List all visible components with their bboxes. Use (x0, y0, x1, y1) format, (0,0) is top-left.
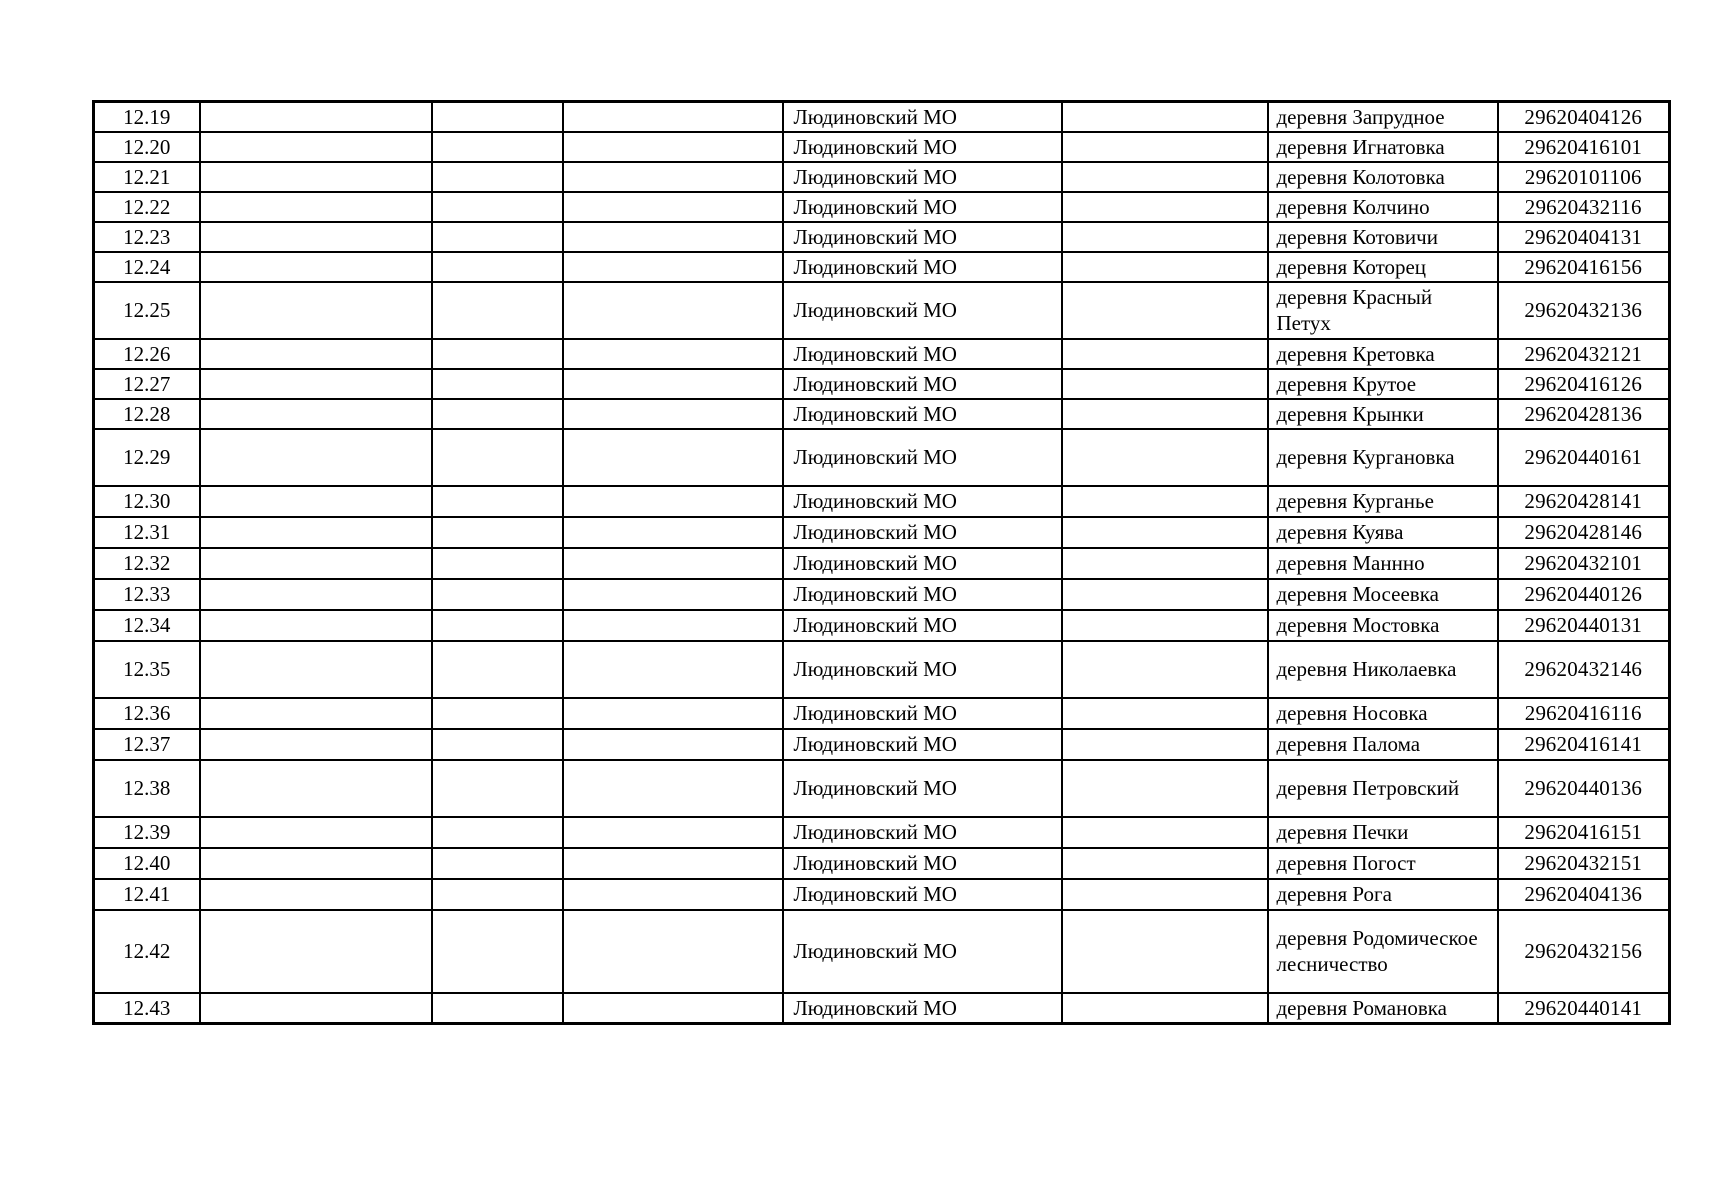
empty-cell (200, 252, 432, 282)
settlement-cell: деревня Запрудное (1268, 102, 1498, 132)
oktmo-code-cell: 29620432151 (1498, 848, 1670, 879)
settlement-cell: деревня Колотовка (1268, 162, 1498, 192)
empty-cell (1062, 102, 1268, 132)
municipality-cell: Людиновский МО (783, 910, 1062, 993)
municipality-cell: Людиновский МО (783, 848, 1062, 879)
table-row (94, 698, 1670, 729)
municipality-cell: Людиновский МО (783, 132, 1062, 162)
empty-cell (432, 698, 563, 729)
settlements-table (92, 100, 1671, 1025)
settlement-cell: деревня Мостовка (1268, 610, 1498, 641)
table-row (94, 486, 1670, 517)
table-row (94, 579, 1670, 610)
empty-cell (1062, 910, 1268, 993)
settlement-cell: деревня Петровский (1268, 760, 1498, 817)
settlement-cell: деревня Родомическое лесничество (1268, 910, 1498, 993)
empty-cell (563, 817, 783, 848)
empty-cell (1062, 222, 1268, 252)
row-number-cell: 12.33 (94, 579, 200, 610)
empty-cell (563, 517, 783, 548)
table-row (94, 132, 1670, 162)
empty-cell (200, 517, 432, 548)
table-row (94, 102, 1670, 132)
row-number-cell: 12.43 (94, 993, 200, 1024)
oktmo-code-cell: 29620428141 (1498, 486, 1670, 517)
empty-cell (563, 610, 783, 641)
empty-cell (1062, 548, 1268, 579)
oktmo-code-cell: 29620416101 (1498, 132, 1670, 162)
municipality-cell: Людиновский МО (783, 548, 1062, 579)
table-row (94, 429, 1670, 486)
oktmo-code-cell: 29620404136 (1498, 879, 1670, 910)
settlement-cell: деревня Которец (1268, 252, 1498, 282)
settlement-cell: деревня Кургановка (1268, 429, 1498, 486)
empty-cell (563, 282, 783, 339)
empty-cell (1062, 339, 1268, 369)
oktmo-code-cell: 29620432121 (1498, 339, 1670, 369)
settlement-cell: деревня Погост (1268, 848, 1498, 879)
empty-cell (1062, 282, 1268, 339)
table-row (94, 282, 1670, 339)
row-number-cell: 12.29 (94, 429, 200, 486)
empty-cell (1062, 429, 1268, 486)
settlement-cell: деревня Романовка (1268, 993, 1498, 1024)
municipality-cell: Людиновский МО (783, 192, 1062, 222)
empty-cell (432, 517, 563, 548)
row-number-cell: 12.28 (94, 399, 200, 429)
row-number-cell: 12.42 (94, 910, 200, 993)
empty-cell (432, 548, 563, 579)
row-number-cell: 12.22 (94, 192, 200, 222)
settlement-cell: деревня Палома (1268, 729, 1498, 760)
settlement-cell: деревня Печки (1268, 817, 1498, 848)
municipality-cell: Людиновский МО (783, 399, 1062, 429)
empty-cell (200, 486, 432, 517)
empty-cell (200, 339, 432, 369)
municipality-cell: Людиновский МО (783, 222, 1062, 252)
table-row (94, 252, 1670, 282)
empty-cell (1062, 760, 1268, 817)
municipality-cell: Людиновский МО (783, 282, 1062, 339)
empty-cell (1062, 993, 1268, 1024)
empty-cell (432, 339, 563, 369)
oktmo-code-cell: 29620416116 (1498, 698, 1670, 729)
row-number-cell: 12.35 (94, 641, 200, 698)
row-number-cell: 12.25 (94, 282, 200, 339)
row-number-cell: 12.27 (94, 369, 200, 399)
empty-cell (563, 252, 783, 282)
empty-cell (432, 192, 563, 222)
table-row (94, 641, 1670, 698)
empty-cell (563, 698, 783, 729)
empty-cell (432, 817, 563, 848)
oktmo-code-cell: 29620416126 (1498, 369, 1670, 399)
empty-cell (432, 102, 563, 132)
empty-cell (1062, 517, 1268, 548)
oktmo-code-cell: 29620428136 (1498, 399, 1670, 429)
row-number-cell: 12.30 (94, 486, 200, 517)
oktmo-code-cell: 29620416156 (1498, 252, 1670, 282)
empty-cell (563, 132, 783, 162)
oktmo-code-cell: 29620428146 (1498, 517, 1670, 548)
municipality-cell: Людиновский МО (783, 339, 1062, 369)
settlement-cell: деревня Курганье (1268, 486, 1498, 517)
oktmo-code-cell: 29620416151 (1498, 817, 1670, 848)
municipality-cell: Людиновский МО (783, 760, 1062, 817)
table-row (94, 879, 1670, 910)
municipality-cell: Людиновский МО (783, 817, 1062, 848)
empty-cell (432, 641, 563, 698)
municipality-cell: Людиновский МО (783, 162, 1062, 192)
empty-cell (432, 486, 563, 517)
table-row (94, 993, 1670, 1024)
oktmo-code-cell: 29620432156 (1498, 910, 1670, 993)
empty-cell (432, 610, 563, 641)
empty-cell (200, 222, 432, 252)
empty-cell (563, 162, 783, 192)
empty-cell (432, 399, 563, 429)
empty-cell (200, 102, 432, 132)
settlement-cell: деревня Игнатовка (1268, 132, 1498, 162)
row-number-cell: 12.31 (94, 517, 200, 548)
empty-cell (1062, 369, 1268, 399)
empty-cell (432, 222, 563, 252)
municipality-cell: Людиновский МО (783, 486, 1062, 517)
empty-cell (200, 192, 432, 222)
settlement-cell: деревня Носовка (1268, 698, 1498, 729)
empty-cell (563, 879, 783, 910)
table-row (94, 369, 1670, 399)
municipality-cell: Людиновский МО (783, 698, 1062, 729)
empty-cell (432, 282, 563, 339)
empty-cell (563, 486, 783, 517)
empty-cell (1062, 848, 1268, 879)
settlement-cell: деревня Крутое (1268, 369, 1498, 399)
empty-cell (200, 698, 432, 729)
municipality-cell: Людиновский МО (783, 993, 1062, 1024)
empty-cell (1062, 132, 1268, 162)
empty-cell (200, 369, 432, 399)
empty-cell (563, 993, 783, 1024)
empty-cell (432, 848, 563, 879)
municipality-cell: Людиновский МО (783, 517, 1062, 548)
empty-cell (563, 369, 783, 399)
row-number-cell: 12.38 (94, 760, 200, 817)
settlement-cell: деревня Куява (1268, 517, 1498, 548)
empty-cell (432, 252, 563, 282)
empty-cell (563, 641, 783, 698)
row-number-cell: 12.19 (94, 102, 200, 132)
empty-cell (563, 102, 783, 132)
empty-cell (200, 429, 432, 486)
empty-cell (432, 132, 563, 162)
empty-cell (200, 610, 432, 641)
row-number-cell: 12.39 (94, 817, 200, 848)
table-row (94, 192, 1670, 222)
table-row (94, 162, 1670, 192)
settlement-cell: деревня Котовичи (1268, 222, 1498, 252)
municipality-cell: Людиновский МО (783, 369, 1062, 399)
empty-cell (432, 162, 563, 192)
empty-cell (432, 729, 563, 760)
row-number-cell: 12.36 (94, 698, 200, 729)
table-row (94, 222, 1670, 252)
empty-cell (563, 429, 783, 486)
empty-cell (432, 993, 563, 1024)
empty-cell (200, 399, 432, 429)
empty-cell (200, 282, 432, 339)
empty-cell (563, 399, 783, 429)
empty-cell (200, 993, 432, 1024)
empty-cell (432, 879, 563, 910)
row-number-cell: 12.37 (94, 729, 200, 760)
table-row (94, 339, 1670, 369)
empty-cell (1062, 252, 1268, 282)
settlement-cell: деревня Крынки (1268, 399, 1498, 429)
table-row (94, 610, 1670, 641)
row-number-cell: 12.26 (94, 339, 200, 369)
row-number-cell: 12.40 (94, 848, 200, 879)
oktmo-code-cell: 29620432136 (1498, 282, 1670, 339)
oktmo-code-cell: 29620440131 (1498, 610, 1670, 641)
municipality-cell: Людиновский МО (783, 579, 1062, 610)
row-number-cell: 12.24 (94, 252, 200, 282)
municipality-cell: Людиновский МО (783, 252, 1062, 282)
empty-cell (200, 910, 432, 993)
empty-cell (563, 579, 783, 610)
settlement-cell: деревня Николаевка (1268, 641, 1498, 698)
empty-cell (200, 879, 432, 910)
empty-cell (432, 760, 563, 817)
empty-cell (563, 760, 783, 817)
municipality-cell: Людиновский МО (783, 610, 1062, 641)
oktmo-code-cell: 29620432146 (1498, 641, 1670, 698)
empty-cell (1062, 698, 1268, 729)
oktmo-code-cell: 29620101106 (1498, 162, 1670, 192)
settlement-cell: деревня Маннно (1268, 548, 1498, 579)
empty-cell (200, 132, 432, 162)
municipality-cell: Людиновский МО (783, 429, 1062, 486)
empty-cell (200, 579, 432, 610)
table-row (94, 760, 1670, 817)
empty-cell (1062, 729, 1268, 760)
empty-cell (1062, 399, 1268, 429)
empty-cell (200, 817, 432, 848)
empty-cell (563, 729, 783, 760)
table-row (94, 848, 1670, 879)
empty-cell (563, 222, 783, 252)
table-row (94, 517, 1670, 548)
empty-cell (563, 339, 783, 369)
oktmo-code-cell: 29620432101 (1498, 548, 1670, 579)
oktmo-code-cell: 29620440141 (1498, 993, 1670, 1024)
settlement-cell: деревня Мосеевка (1268, 579, 1498, 610)
municipality-cell: Людиновский МО (783, 641, 1062, 698)
settlement-cell: деревня Кретовка (1268, 339, 1498, 369)
municipality-cell: Людиновский МО (783, 729, 1062, 760)
empty-cell (432, 910, 563, 993)
empty-cell (563, 192, 783, 222)
municipality-cell: Людиновский МО (783, 879, 1062, 910)
table-row (94, 817, 1670, 848)
settlement-cell: деревня Рога (1268, 879, 1498, 910)
municipality-cell: Людиновский МО (783, 102, 1062, 132)
empty-cell (563, 848, 783, 879)
empty-cell (200, 760, 432, 817)
empty-cell (1062, 641, 1268, 698)
empty-cell (432, 429, 563, 486)
table-row (94, 729, 1670, 760)
empty-cell (200, 848, 432, 879)
row-number-cell: 12.23 (94, 222, 200, 252)
row-number-cell: 12.20 (94, 132, 200, 162)
oktmo-code-cell: 29620404126 (1498, 102, 1670, 132)
table-body (94, 102, 1670, 1024)
oktmo-code-cell: 29620440126 (1498, 579, 1670, 610)
oktmo-code-cell: 29620404131 (1498, 222, 1670, 252)
table-row (94, 399, 1670, 429)
empty-cell (200, 548, 432, 579)
row-number-cell: 12.34 (94, 610, 200, 641)
empty-cell (200, 729, 432, 760)
settlement-cell: деревня Красный Петух (1268, 282, 1498, 339)
row-number-cell: 12.32 (94, 548, 200, 579)
empty-cell (1062, 817, 1268, 848)
empty-cell (1062, 192, 1268, 222)
settlement-cell: деревня Колчино (1268, 192, 1498, 222)
empty-cell (200, 641, 432, 698)
table-row (94, 548, 1670, 579)
empty-cell (563, 910, 783, 993)
oktmo-code-cell: 29620440161 (1498, 429, 1670, 486)
empty-cell (432, 369, 563, 399)
empty-cell (1062, 162, 1268, 192)
empty-cell (1062, 879, 1268, 910)
empty-cell (563, 548, 783, 579)
empty-cell (1062, 610, 1268, 641)
empty-cell (1062, 579, 1268, 610)
oktmo-code-cell: 29620432116 (1498, 192, 1670, 222)
oktmo-code-cell: 29620440136 (1498, 760, 1670, 817)
table-row (94, 910, 1670, 993)
empty-cell (200, 162, 432, 192)
row-number-cell: 12.41 (94, 879, 200, 910)
empty-cell (1062, 486, 1268, 517)
row-number-cell: 12.21 (94, 162, 200, 192)
oktmo-code-cell: 29620416141 (1498, 729, 1670, 760)
empty-cell (432, 579, 563, 610)
